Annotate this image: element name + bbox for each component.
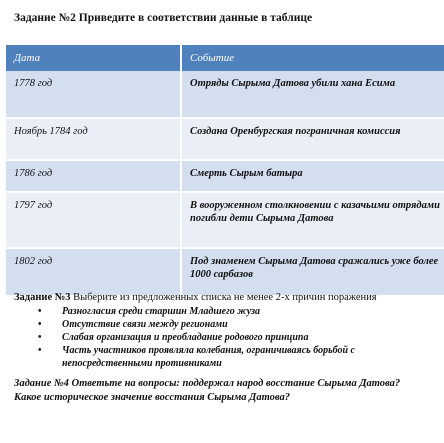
task-4-line-1: Задание №4 Ответьте на вопросы: поддержал народ восстание Сырыма Датова?	[14, 378, 401, 389]
bullet-icon: •	[38, 345, 42, 356]
events-table	[6, 45, 444, 297]
task-4-questions	[14, 377, 444, 405]
reason-text: Разногласия среди старшин Младшего жуза	[62, 306, 261, 317]
task-3-text: Выберите из предложенных списка не менее 2-х причин поражения	[70, 292, 377, 303]
list-item	[14, 344, 444, 370]
reason-text: Отсутствие связи между регионами	[62, 319, 228, 330]
cell-date: 1786 год	[6, 160, 181, 192]
task-4-line-2: Какое историческое значение восстания Сырыма Датова?	[14, 392, 290, 403]
reason-text: Часть участников проявляла колебания, ограничиваясь борьбой с непосредственными противниками	[62, 345, 355, 369]
cell-date: 1797 год	[6, 192, 181, 248]
cell-date: Ноябрь 1784 год	[6, 118, 181, 160]
bullet-icon: •	[38, 319, 42, 330]
bullet-icon: •	[38, 332, 42, 343]
reasons-list	[14, 305, 444, 370]
list-item	[14, 305, 444, 318]
header-event: Событие	[181, 45, 444, 71]
table-row	[6, 248, 444, 296]
table-row	[6, 118, 444, 160]
list-item	[14, 318, 444, 331]
reason-text: Слабая организация и преобладание родового принципа	[62, 332, 309, 343]
task-3-instruction	[14, 292, 444, 303]
cell-date: 1778 год	[6, 71, 181, 118]
header-date: Дата	[6, 45, 181, 71]
table-row	[6, 192, 444, 248]
cell-date: 1802 год	[6, 248, 181, 296]
list-item	[14, 331, 444, 344]
task-3-label: Задание №3	[14, 292, 71, 303]
table-row	[6, 71, 444, 118]
table-header-row	[6, 45, 444, 71]
cell-event: Отряды Сырыма Датова убили хана Есима	[181, 71, 444, 118]
cell-event: Создана Оренбургская пограничная комиссия	[181, 118, 444, 160]
cell-event: Смерть Сырым батыра	[181, 160, 444, 192]
task-2-heading: Задание №2 Приведите в соответствии данные в таблице	[14, 12, 313, 24]
cell-event: В вооруженном столкновении с казачьими отрядами погибли дети Сырыма Датова	[181, 192, 444, 248]
cell-event: Под знаменем Сырыма Датова сражались уже более 1000 сарбазов	[181, 248, 444, 296]
table-row	[6, 160, 444, 192]
bullet-icon: •	[38, 306, 42, 317]
